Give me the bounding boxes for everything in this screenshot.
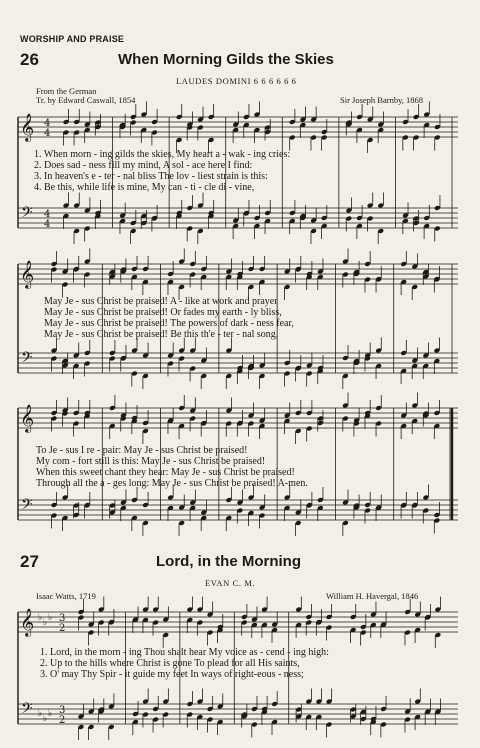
lyric-line: 3. O' may Thy Spir - it guide my feet In ways of right-eous - ness; [40,669,304,680]
time-signature: 4 [44,219,51,230]
lyric-line: May Je - sus Christ be praised! The powers of dark - ness fear, [44,318,294,329]
lyric-line: 3. In heaven's e - ter - nal bliss The lov - liest strain is this: [34,171,268,182]
hymn-title: When Morning Gilds the Skies [118,51,334,68]
treble-clef: 𝄞 [20,608,35,636]
hymn-number: 27 [20,552,39,571]
lyric-line: Through all the a - ges long: May Je - sus Christ be praised! A-men. [36,478,308,489]
lyric-line: 1. Lord, in the morn - ing Thou shalt hear My voice as - cend - ing high: [40,647,329,658]
time-signature: 4 [44,118,51,129]
lyric-line: When this sweet chant they hear: May Je - sus Christ be praised! [36,467,295,478]
lyric-line: To Je - sus I re - pair: May Je - sus Christ be praised! [36,445,248,456]
translator-credit: Tr. by Edward Caswall, 1854 [36,95,136,105]
lyric-line: May Je - sus Christ be praised! A - like at work and prayer [44,296,278,307]
bass-clef: 𝄢 [21,700,33,721]
treble-clef: 𝄞 [20,404,35,432]
flat-sign: ♭ [38,709,43,719]
flat-sign: ♭ [48,709,53,719]
composer-credit: Sir Joseph Barnby, 1868 [340,95,424,105]
lyric-line: 2. Does sad - ness fill my mind, A sol - ace here I find: [34,160,253,171]
treble-clef: 𝄞 [20,260,35,288]
hymn-title: Lord, in the Morning [156,553,301,570]
section-heading: WORSHIP AND PRAISE [20,34,125,44]
tune-name: LAUDES DOMINI 6 6 6 6 6 6 [176,76,297,86]
hymn-number: 26 [20,50,39,69]
treble-clef: 𝄞 [20,113,35,141]
lyric-line: 1. When morn - ing gilds the skies, My heart a - wak - ing cries: [34,149,291,160]
composer-credit: William H. Havergal, 1846 [326,591,419,601]
time-signature: 2 [59,623,66,634]
flat-sign: ♭ [43,714,48,724]
lyric-line: My com - fort still is this: May Je - sus Christ be praised! [36,456,266,467]
time-signature: 4 [44,128,51,139]
text-source: From the German [36,86,97,96]
flat-sign: ♭ [43,618,48,628]
time-signature: 3 [59,613,66,624]
tune-name: EVAN C. M. [205,578,256,588]
flat-sign: ♭ [48,613,53,623]
time-signature: 2 [59,715,66,726]
flat-sign: ♭ [38,613,43,623]
bass-clef: 𝄢 [21,204,33,225]
lyric-line: 2. Up to the hills where Christ is gone To plead for all His saints, [40,658,300,669]
lyric-line: May Je - sus Christ be praised! Be this th'e - ter - nal song, [44,329,279,340]
time-signature: 3 [59,705,66,716]
bass-clef: 𝄢 [21,349,33,370]
time-signature: 4 [44,209,51,220]
bass-clef: 𝄢 [21,496,33,517]
lyric-line: 4. Be this, while life is mine, My can - ti - cle di - vine, [34,182,255,193]
text-author-credit: Isaac Watts, 1719 [36,591,96,601]
lyric-line: May Je - sus Christ be praised! Or fades my earth - ly bliss, [44,307,282,318]
